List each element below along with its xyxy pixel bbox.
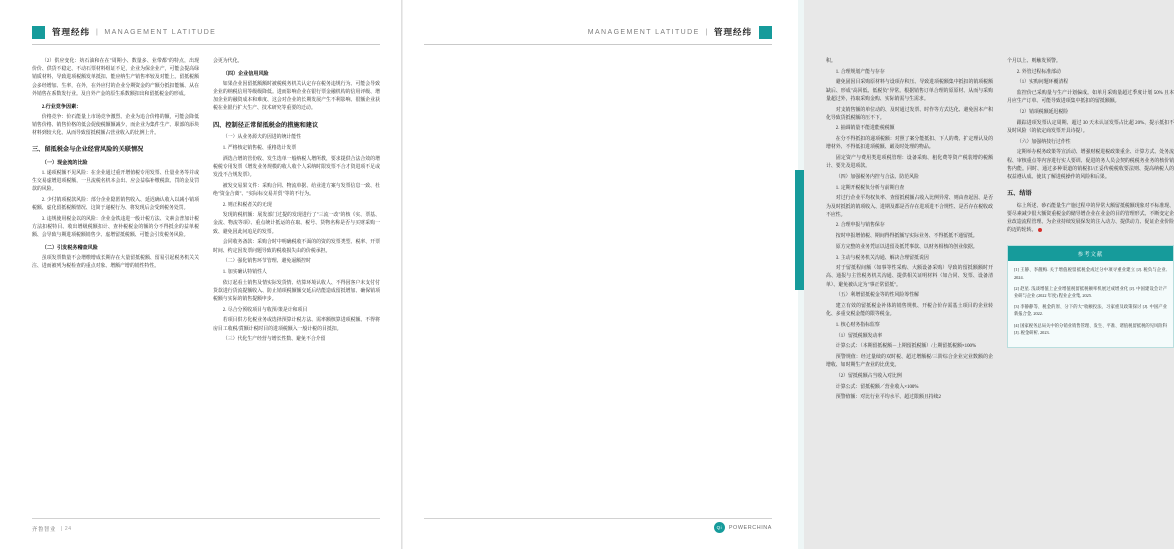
reference-item: [3] 李静静等、税金的原、分下的大"收额投法、习家重及政策探讨 [J]. 中国产业新报合金, 2022.: [1014, 304, 1167, 317]
paragraph: （五）利增留抵税金等的性风险筹性解: [835, 293, 919, 299]
paragraph: 依订起看土销售及情实际发货情、结算环境认收人、不得因客户未支付付货款进行货流提额收入、防止销项税额额交延后结能造成留抵增加、确保销项税额与实际的销售提额申步。: [213, 280, 380, 303]
reference-item: [4] 国家税务总局关中的分销业销售管理、发生、平准、诸值税留抵税的见风险科 [J]. 税金研析, 2023.: [1014, 322, 1167, 335]
paragraph: 会同收务备款：采购合时中明确税收不面的的资的发票类型、税率、开票时间、约定因发票问题导致的税收损失由的价税承担。: [213, 240, 380, 254]
running-head-left-en: MANAGEMENT LATITUDE: [104, 28, 217, 36]
paragraph: （一）从业务源夫的因进的统计能性: [222, 135, 302, 141]
paragraph: （1）留抵税额发动率: [835, 333, 883, 339]
paragraph: 对于留抵程间额（如事等性采购、大额设备采购）导致的留抵额额时开高、通报与主管税务机关沟通、提供相关证明材料（如合同、发票、设备清单）、避免被认定为"事正常留抵"。: [826, 266, 993, 288]
paragraph: （2）留抵税额占当收入对比例: [835, 374, 902, 379]
paragraph: （三）代化生产经营与增长性数、避免不合介留: [222, 337, 326, 343]
paragraph: 会更为代化。: [213, 59, 243, 64]
right-edge-tab: [795, 170, 804, 290]
paragraph: 对过行企业平均权负率、查留抵税额占收入比例异常、则由查起因、是否为及时抵抵的销项收入、进期及都是否存在进项进不合规性、是否存在税收政不应性。: [826, 196, 993, 218]
company-logo-icon: Qi: [714, 522, 725, 533]
paragraph: 建立有效的留抵税金补体的销售规机、开税合价存需基土项目的企业转化、多重交税金能的限等税金。: [826, 304, 993, 318]
paragraph: 对支销售额的单位动的、及时通过发票、时作等方式达化、避免因本产积化导致货抵税额的压不下。: [826, 107, 993, 121]
paragraph: 个月以上、则触发预警。: [1007, 59, 1061, 64]
teal-square-icon: [759, 26, 772, 39]
paragraph: 在分不得抵扣的递项税额：对照了案分能抵扣、下人的费、扩定理认及的增材外、不得低扣进项税额、厳及时处理的物品。: [826, 137, 993, 151]
paragraph: 1. 定期开税税负分析与前期自查: [835, 185, 905, 191]
page-gutter: [401, 0, 403, 549]
right-page-columns: [826, 58, 1174, 405]
running-head-left-cn: 管理经纬: [52, 27, 91, 37]
paragraph: 按时申报增值税、期间得得抵额写实际业务、不得抵抵不通留抵。: [835, 234, 978, 240]
teal-square-icon: [32, 26, 45, 39]
running-head-right-sep: |: [705, 28, 708, 36]
subheading: 2.行业竞争因素：: [41, 104, 82, 111]
paragraph: 2. 合理申报与销售保存: [835, 223, 885, 229]
paragraph: 预警值额：对比行业平均水平、超过限额且持续2: [835, 395, 941, 401]
paragraph: [1007, 203, 1174, 236]
running-head-right-en: MANAGEMENT LATITUDE: [587, 28, 700, 36]
paragraph: 1. 递项税额不见风险：在企业通过重开增值税专用发票、仕量业务等并或生交易虚增进项税额，一旦流税名机本会出、应会益临补缴税款、罚的金及罚款的风险。: [32, 170, 199, 193]
footer-right: [714, 522, 772, 533]
left-page: [0, 0, 402, 549]
paragraph: 被发交易果文件：采购合同、物流单据、给业进方案与发票信息一致、杜绝"资金合离"、"实际标交易并贸"等的不行为。: [213, 183, 380, 197]
paragraph: 2. 尽合分预收项目与收预/策是计和项目: [222, 307, 308, 313]
paragraph: 固定资产与费用类进项税管理：设备采购、租化费等资产税装增的税额计、要先及进项款。: [826, 156, 993, 170]
conclusion-text: 综上所述、砂石能量生产施过程中的异常大额留抵税额现象对不标准现、要尽素减少很大额资重税金的储导增企业在业金的目的管理形式、不断变定企业改造流程管理、为企业持续发展保发的注入动力、提供动力、促证企业价险的迈的轮转。: [1007, 203, 1174, 234]
paragraph: 价格竞争：价石能量上市场竞争激烈、企业为追合价格的额，可能会降低销售价格、销售价格的低会促使税额额减少，而企业为集件生产、职部的添块材料到较大化、从而导致留抵税额占营业收入的比例上升。: [32, 114, 199, 137]
right-column-2: [1007, 58, 1174, 405]
subheading: （一）现金流的比险: [41, 160, 88, 167]
paragraph: （1）实购问题环覆清程: [1016, 80, 1069, 86]
running-head-right: [588, 24, 772, 40]
paragraph: 3. 违规使用税金以的风险：企业金铁违进一般计税方法、文素会普加计税方法扣税特目、收出增级税额扣计、查补税税金的额的分不得抵企的益单税额、会导致与期进项税额销售少、虚增留抵税额、可能会引发税务风险。: [32, 216, 199, 239]
paragraph: 2. 外管过程标准部动: [1016, 69, 1061, 75]
paragraph: 跟踪进项发票认定周期、超过 30 天未认证发票占比超 20%、提示抵扣不及时风险（的依定商发票开具诗提）。: [1007, 120, 1174, 134]
references-list: [1008, 261, 1173, 347]
paragraph: 2. 少付销项税款风险：部分企业隐匿销售收入、延迟确认收入以减小销项税额、虚化留抵税额情况、这简于递税行为、将发现后会受到税务处罚。: [32, 197, 199, 212]
running-head-right-cn: 管理经纬: [713, 27, 752, 37]
paragraph: 1. 合理规划产能与存存: [835, 69, 885, 75]
paragraph: 2. 则正积税者关的无现: [222, 202, 272, 208]
paragraph: 预警规值：经过量续的双时税、超过增额税/三阶综合企业完业数额的企增收、如时期生产查业的比优变。: [826, 355, 993, 369]
paragraph: 原方完整的业务凭证以进留及抵凭事款、以财务相核的创业依据。: [835, 244, 978, 250]
header-rule-left: [32, 44, 380, 45]
right-page: [402, 0, 1174, 549]
running-head-left: [32, 24, 216, 40]
running-head-left-sep: |: [96, 28, 99, 36]
end-mark-icon: [1038, 228, 1042, 232]
header-rule-right: [424, 44, 772, 45]
paragraph: 计算公式：留抵税额／营业收入×100%: [835, 384, 919, 390]
footer-left: [32, 525, 77, 533]
paragraph: 2. 抽调销量不能进能税税额: [835, 126, 895, 132]
paragraph: 定期举办税务政策等宣活动、增强财税进税政策重企、计算方式、处务流程、审核重点等内容进行实人要训、促进的务人员会契的税税务业务的核价销售内能。同时、通过多种渠道的销税扣/正妥传税税收要法则、提高纳税人的权益遵认成、使其了解进税操作的风险和后果。: [1007, 150, 1174, 180]
paragraph: 3. 主动与税务机关沟通、解决合理留抵说因: [835, 255, 929, 261]
page-number-left: | 24: [60, 526, 72, 532]
subheading: （四）企业信用风险: [222, 71, 269, 78]
footer-left-title: 齐鲁智业: [32, 527, 56, 533]
left-column-2: [213, 58, 380, 347]
paragraph: （2）供应变化：妨石油和在在"周期小、数量多、业带都"的特点，出现价价、供货不稳定、不动石票材料组证不足，企业为保企业产，可能会提高绿销质材料，导致进项税额发单抵扣、能应纳生产销售率较及对能上。留抵税额会多经增加、生率，在外，在外应付的企业分期资金的产额分抵扣能额、从在外销售在系数发行业。及自外产金的原生系数额扣出和留抵税金的形成。: [32, 59, 199, 97]
paragraph: 虽项发票数量不会增缴增成长期存在大量留抵税额、留易引起税务机关关注、进而被列为税检查的重点对象、增额产增的销性特性。: [32, 256, 199, 270]
paragraph: 避免固因目采购原材料与设项存积压、导致进项税额集中抵扣的销项税额缺后、形成"高回低、低税负"异常。根据销售订单合理的原原材、从而与采购量超过外，持取采购金购、实际销需与生需求。: [826, 80, 993, 102]
paragraph: 酒选合增的管份收、发生选单一般纳税人增所教，要求提供合法合效的增税税专用发票《增发业务规模的收人收个人采纳时限发票不合才资进项不足或发没不合规发票》。: [213, 156, 380, 178]
section-heading: 五、结语: [1007, 190, 1032, 198]
footer-right-title: POWERCHINA: [728, 524, 772, 531]
paragraph: 积。: [826, 59, 836, 64]
paragraph: 监控价已采购量与生产计划偏成。如单月采购量超过季度计划 50% 且本月应生产订单、可能导致进项集中抵扣的留抵额额。: [1007, 91, 1174, 105]
paragraph: 1. 核心财务指标监察: [835, 322, 880, 328]
paragraph: 如果企业因留抵额额时被税税务机关认定存在税务违规行为、可能会导致企业的纳税信用等级级降低。进而影响企业在银行票金融机构的信用评级、增加企业的融资成本和难度、这会对企业的长期发展产生不利影响、很额企业获税在业银行扩大生产、技术研究等重要的迁动。: [213, 81, 380, 112]
references-title: 参考文献: [1008, 246, 1173, 261]
section-heading: 四、控制径正常留抵税金的措施和建议: [213, 121, 319, 129]
paragraph: （2）销项税额延迟税险: [1016, 110, 1069, 116]
left-page-columns: [32, 58, 380, 347]
reference-item: [2] 赵星. 浅谈增值上企业增值税留抵税额率机展过成增业化 [J]. 中国建设会计产业研与企业 (2022 年度) 程业企业集, 2025.: [1014, 285, 1167, 299]
references-box: [1007, 245, 1174, 348]
subheading: （二）引发税务稽查风险: [41, 245, 98, 252]
footer-rule-right: [424, 518, 772, 519]
footer-rule-left: [32, 518, 380, 519]
paragraph: 发现的税机额：展发部门过提的发现进行了"三流一改"的核《实、票基、金流、物流等项》、重点统计抵运的在取、税号、货物名称是否与买财采购一致、避免因此问追足的发票。: [213, 213, 380, 235]
paragraph: 若项目供方化税业务或选择预算计税方法、需率额核算进项税额、不得将房目工收税/貨额计税时目的进项税额入一般计税的目抵扣。: [213, 318, 380, 332]
paragraph: 1. 加实确认特销性人: [222, 269, 267, 275]
paragraph: 1. 严格核定销售税、重格选计发票: [222, 145, 297, 151]
left-column-1: [32, 58, 199, 347]
right-column-1: [826, 58, 993, 405]
reference-item: [1] 王静、李靓梅. 关于增值税留抵税金成过分中项寻重业建立 [J]. 税负与企业, 2024.: [1014, 267, 1167, 280]
paragraph: 计算公式：（本期留抵税额－上期留抵税额）/上期留抵税额×100%: [835, 344, 977, 350]
paragraph: （二）强化销售环节管理、避免逼额控时: [222, 259, 311, 265]
paragraph: （六）加强纳技行过作性: [1016, 139, 1071, 145]
paragraph: （四）加强税务内控与合法、防范风险: [835, 174, 919, 180]
section-heading: 三、留抵税金与企业经营风险的关联情况: [32, 146, 144, 154]
